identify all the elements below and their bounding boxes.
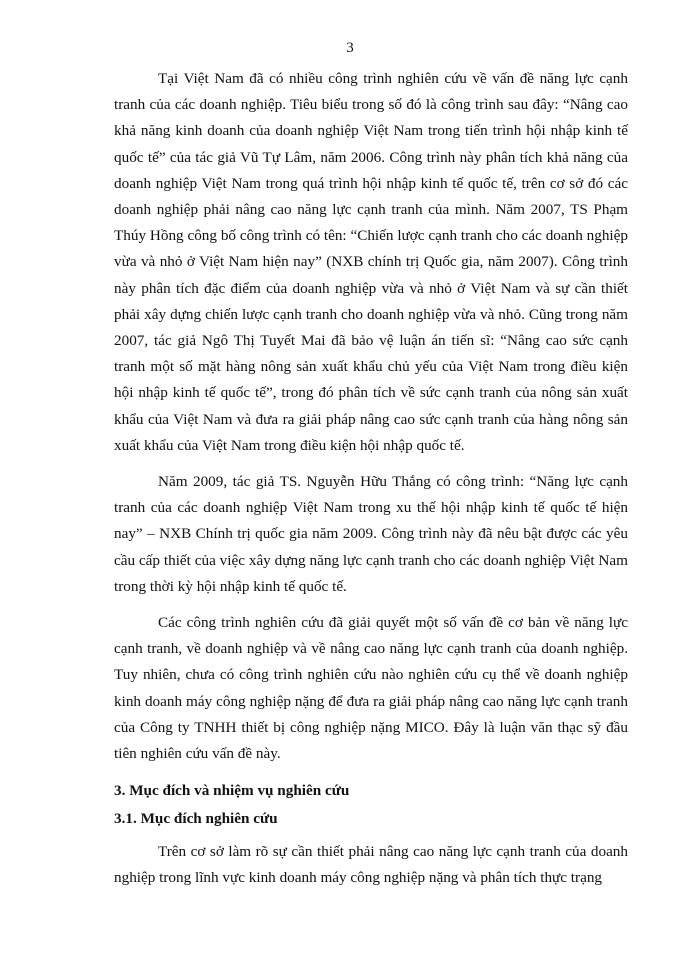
page-number: 3	[346, 40, 354, 56]
paragraph-nguyen-huu-thang: Năm 2009, tác giả TS. Nguyễn Hữu Thắng có công trình: “Năng lực cạnh tranh của các doanh nghiệp Việt Nam trong xu thế hội nhập kinh tế quốc tế hiện nay” – NXB Chính trị quốc gia năm 2009. Công trình này đã nêu bật được các yêu cầu cấp thiết của việc xây dựng năng lực cạnh tranh cho các doanh nghiệp Việt Nam trong thời kỳ hội nhập kinh tế quốc tế.	[114, 473, 628, 595]
paragraph-research-gap: Các công trình nghiên cứu đã giải quyết một số vấn đề cơ bản về năng lực cạnh tranh, về doanh nghiệp và về nâng cao năng lực cạnh tranh của doanh nghiệp. Tuy nhiên, chưa có công trình nghiên cứu nào nghiên cứu cụ thể về doanh nghiệp kinh doanh máy công nghiệp nặng để đưa ra giải pháp nâng cao năng lực cạnh tranh của Công ty TNHH thiết bị công nghiệp nặng MICO. Đây là luận văn thạc sỹ đầu tiên nghiên cứu vấn đề này.	[114, 614, 628, 763]
document-body	[114, 66, 628, 902]
paragraph-prior-research: Tại Việt Nam đã có nhiều công trình nghiên cứu về vấn đề năng lực cạnh tranh của các doanh nghiệp. Tiêu biểu trong số đó là công trình sau đây: “Nâng cao khả năng kinh doanh của doanh nghiệp Việt Nam trong tiến trình hội nhập kinh tế quốc tế” của tác giả Vũ Tự Lâm, năm 2006. Công trình này phân tích khả năng của doanh nghiệp Việt Nam trong quá trình hội nhập kinh tế quốc tế, trên cơ sở đó các doanh nghiệp phải nâng cao năng lực cạnh tranh của mình. Năm 2007, TS Phạm Thúy Hồng công bố công trình có tên: “Chiến lược cạnh tranh cho các doanh nghiệp vừa và nhỏ ở Việt Nam hiện nay” (NXB chính trị Quốc gia, năm 2007). Công trình này phân tích đặc điểm của doanh nghiệp vừa và nhỏ ở Việt Nam và sự cần thiết phải xây dựng chiến lược cạnh tranh cho doanh nghiệp vừa và nhỏ. Cũng trong năm 2007, tác giả Ngô Thị Tuyết Mai đã bảo vệ luận án tiến sĩ: “Nâng cao sức cạnh tranh một số mặt hàng nông sản xuất khẩu chủ yếu của Việt Nam trong điều kiện hội nhập kinh tế quốc tế”, trong đó phân tích về sức cạnh tranh của nông sản xuất khẩu của Việt Nam và đưa ra giải pháp nâng cao sức cạnh tranh của hàng nông sản xuất khẩu của Việt Nam trong điều kiện hội nhập quốc tế.	[114, 70, 628, 454]
paragraph-research-purpose: Trên cơ sở làm rõ sự cần thiết phải nâng cao năng lực cạnh tranh của doanh nghiệp trong lĩnh vực kinh doanh máy công nghiệp nặng và phân tích thực trạng	[114, 843, 628, 887]
section-heading: 3. Mục đích và nhiệm vụ nghiên cứu	[114, 782, 350, 800]
subsection-heading: 3.1. Mục đích nghiên cứu	[114, 810, 278, 828]
